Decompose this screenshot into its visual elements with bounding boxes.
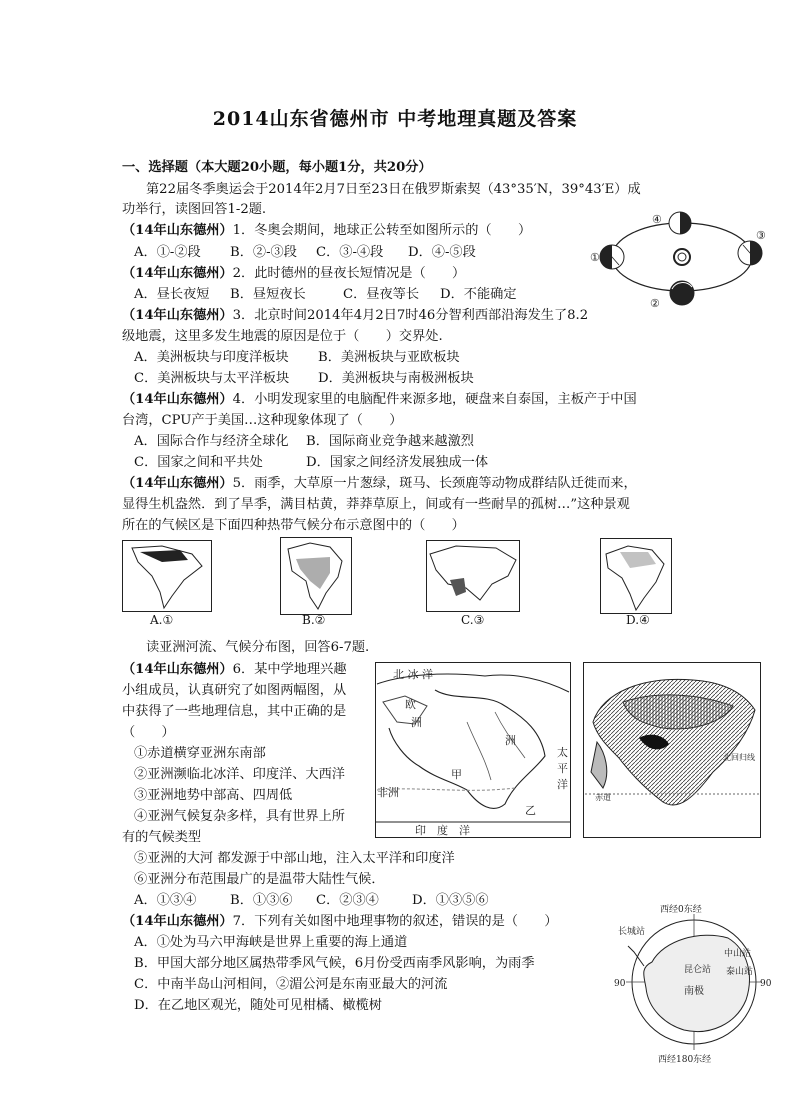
question-tag: （14年山东德州）	[122, 476, 233, 491]
ocean-label: 洋	[557, 778, 568, 791]
station-label: 昆仑站	[684, 965, 712, 975]
q1-option: A．①-②段	[134, 245, 201, 260]
station-label: 长城站	[618, 927, 646, 937]
q4-option: B．国际商业竞争越来越激烈	[306, 434, 474, 449]
q6-option: A．①③④	[134, 893, 197, 908]
latitude-label: 北回归线	[723, 753, 755, 762]
q7-option: C．中南半岛山河相间，②湄公河是东南亚最大的河流	[134, 977, 448, 992]
q4-option: C．国家之间和平共处	[134, 455, 263, 470]
q6-statement: ④亚洲气候复杂多样，具有世界上所	[134, 809, 345, 824]
question-stem-cont: 显得生机盎然．到了旱季，满目枯黄，莽莽草原上，间或有一些耐旱的孤树…”这种景观	[122, 497, 630, 512]
question-1	[122, 221, 531, 241]
question-tag: （14年山东德州）	[122, 308, 233, 323]
q6-statement: ⑤亚洲的大河 都发源于中部山地，注入太平洋和印度洋	[134, 851, 455, 866]
continent-label: 洲	[411, 716, 422, 729]
intro-line: 第22届冬季奥运会于2014年2月7日至23日在俄罗斯索契（43°35′N，39°43′E）成	[146, 182, 641, 197]
map-caption: C.③	[461, 613, 485, 627]
meridian-label: 西经180东经	[658, 1055, 712, 1065]
orbit-label: ③	[756, 229, 766, 242]
q7-option: B．甲国大部分地区属热带季风气候，6月份受西南季风影响，为雨季	[134, 956, 535, 971]
question-stem: 5．雨季，大草原一片葱绿，斑马、长颈鹿等动物成群结队迁徙而来，	[232, 476, 637, 491]
ocean-label: 印 度 洋	[415, 824, 470, 837]
meridian-label: 西经0东经	[660, 905, 702, 915]
asia-rivers-map	[375, 662, 571, 838]
question-tag: （14年山东德州）	[122, 662, 233, 677]
q7-option: D．在乙地区观光，随处可见柑橘、橄榄树	[134, 998, 382, 1013]
latitude-label: 赤道	[595, 793, 611, 802]
q4-option: A．国际合作与经济全球化	[134, 434, 289, 449]
intro-line: 功举行，读图回答1-2题.	[122, 202, 267, 217]
question-stem-cont: 级地震，这里多发生地震的原因是位于（ ）交界处.	[122, 329, 443, 344]
map-caption: B.②	[302, 613, 326, 627]
question-stem: 6．某中学地理兴趣	[232, 662, 347, 677]
question-6	[122, 660, 347, 680]
question-stem-cont: 台湾，CPU产于美国…这种现象体现了（ ）	[122, 413, 403, 428]
meridian-label: 90	[760, 979, 772, 989]
q1-option: C．③-④段	[316, 245, 384, 260]
map-caption: A.①	[150, 613, 174, 627]
section-heading: 一、选择题（本大题20小题，每小题1分，共20分）	[122, 160, 432, 175]
question-5	[122, 474, 637, 494]
question-2	[122, 264, 465, 284]
question-3	[122, 306, 588, 326]
q1-option: D．④-⑤段	[408, 245, 476, 260]
country-label: 甲	[451, 768, 462, 781]
question-tag: （14年山东德州）	[122, 914, 233, 929]
orbit-label: ④	[652, 213, 662, 226]
earth-orbit-diagram	[588, 203, 774, 315]
pole-label: 南极	[684, 986, 704, 997]
page-title: 2014山东省德州市 中考地理真题及答案	[212, 108, 578, 130]
q1-option: B．②-③段	[230, 245, 297, 260]
station-label: 泰山站	[726, 967, 754, 977]
antarctica-map	[614, 900, 774, 1066]
continent-label: 非洲	[377, 786, 399, 799]
q4-option: D．国家之间经济发展独成一体	[306, 455, 489, 470]
asia-climate-map	[583, 662, 761, 838]
q3-option: D．美洲板块与南极洲板块	[318, 371, 474, 386]
question-tag: （14年山东德州）	[122, 266, 233, 281]
climate-map-south-america	[122, 540, 212, 612]
q6-statement: ⑥亚洲分布范围最广的是温带大陆性气候．	[134, 872, 385, 887]
q2-option: C．昼夜等长	[343, 287, 420, 302]
question-stem-cont: （ ）	[122, 725, 175, 740]
orbit-label: ②	[650, 297, 660, 310]
orbit-label: ①	[590, 251, 600, 264]
q6-statement: ②亚洲濒临北冰洋、印度洋、大西洋	[134, 767, 345, 782]
ocean-label: 太	[557, 746, 568, 759]
q6-statement: ③亚洲地势中部高、四周低	[134, 788, 293, 803]
q6-option: D．①③⑤⑥	[412, 893, 489, 908]
question-stem: 7．下列有关如图中地理事物的叙述，错误的是（ ）	[232, 914, 558, 929]
ocean-label: 平	[557, 762, 568, 775]
continent-label: 欧	[405, 698, 416, 711]
q7-option: A．①处为马六甲海峡是世界上重要的海上通道	[134, 935, 408, 950]
q6-statement: ①赤道横穿亚洲东南部	[134, 746, 266, 761]
question-stem: 2．此时德州的昼夜长短情况是（ ）	[232, 266, 466, 281]
q2-option: D．不能确定	[440, 287, 517, 302]
question-4	[122, 390, 637, 410]
question-stem-cont: 所在的气候区是下面四种热带气候分布示意图中的（ ）	[122, 518, 465, 533]
reading-prompt: 读亚洲河流、气候分布图，回答6-7题.	[146, 640, 370, 655]
question-7	[122, 912, 558, 932]
q6-option: B．①③⑥	[230, 893, 293, 908]
question-stem-cont: 中获得了一些地理信息，其中正确的是	[122, 704, 347, 719]
q2-option: B．昼短夜长	[230, 287, 306, 302]
continent-label: 洲	[505, 734, 516, 747]
q6-statement: 有的气候类型	[122, 830, 202, 845]
question-stem: 1．冬奥会期间，地球正公转至如图所示的（ ）	[232, 223, 532, 238]
q6-option: C．②③④	[316, 893, 379, 908]
question-tag: （14年山东德州）	[122, 223, 233, 238]
station-label: 中山站	[724, 949, 752, 959]
q3-option: C．美洲板块与太平洋板块	[134, 371, 290, 386]
map-caption: D.④	[626, 613, 650, 627]
climate-map-africa-west	[600, 538, 672, 614]
q3-option: B．美洲板块与亚欧板块	[318, 350, 460, 365]
region-label: 乙	[525, 804, 536, 817]
climate-map-asia	[426, 540, 520, 612]
climate-map-africa	[280, 537, 352, 615]
question-stem: 3．北京时间2014年4月2日7时46分智利西部沿海发生了8.2	[232, 308, 589, 323]
question-stem-cont: 小组成员，认真研究了如图两幅图，从	[122, 683, 347, 698]
q2-option: A．昼长夜短	[134, 287, 210, 302]
question-stem: 4．小明发现家里的电脑配件来源多地，硬盘来自泰国，主板产于中国	[232, 392, 637, 407]
q3-option: A．美洲板块与印度洋板块	[134, 350, 289, 365]
ocean-label: 北 冰 洋	[393, 668, 433, 681]
meridian-label: 90	[614, 979, 626, 989]
question-tag: （14年山东德州）	[122, 392, 233, 407]
